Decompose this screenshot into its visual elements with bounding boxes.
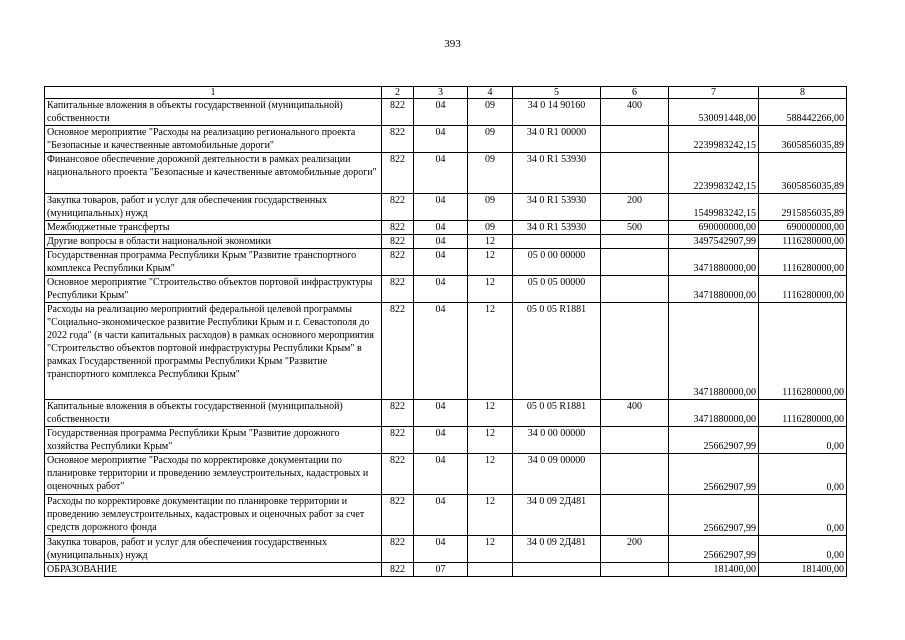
- header-cell: 5: [513, 87, 601, 99]
- header-cell: 6: [601, 87, 669, 99]
- section-code: 04: [414, 194, 468, 221]
- amount-col7: 3471880000,00: [669, 400, 759, 427]
- section-code: 04: [414, 126, 468, 153]
- row-name: ОБРАЗОВАНИЕ: [45, 563, 382, 577]
- table-row: [45, 153, 847, 194]
- section-code: 04: [414, 276, 468, 303]
- subsection-code: [468, 563, 513, 577]
- row-name: Закупка товаров, работ и услуг для обеспечения государственных (муниципальных) нужд: [45, 194, 382, 221]
- ministry-code: 822: [382, 427, 414, 454]
- target-article-code: 34 0 14 90160: [513, 99, 601, 126]
- amount-col8: 0,00: [759, 495, 847, 536]
- amount-col7: 25662907,99: [669, 495, 759, 536]
- table-row: [45, 99, 847, 126]
- ministry-code: 822: [382, 153, 414, 194]
- target-article-code: 05 0 00 00000: [513, 249, 601, 276]
- expense-type-code: 400: [601, 400, 669, 427]
- subsection-code: 12: [468, 400, 513, 427]
- amount-col8: 0,00: [759, 427, 847, 454]
- header-cell: 3: [414, 87, 468, 99]
- row-name: Основное мероприятие "Расходы на реализацию регионального проекта "Безопасные и качественные автомобильные дороги": [45, 126, 382, 153]
- subsection-code: 09: [468, 153, 513, 194]
- expense-type-code: 500: [601, 221, 669, 235]
- section-code: 04: [414, 495, 468, 536]
- row-name: Финансовое обеспечение дорожной деятельности в рамках реализации национального проекта "Безопасные и качественные автомобильные дороги": [45, 153, 382, 194]
- page-number: 393: [444, 38, 461, 50]
- table-row: [45, 454, 847, 495]
- table-row: [45, 400, 847, 427]
- amount-col8: 588442266,00: [759, 99, 847, 126]
- amount-col7: 3471880000,00: [669, 249, 759, 276]
- amount-col8: 1116280000,00: [759, 276, 847, 303]
- amount-col8: 1116280000,00: [759, 400, 847, 427]
- amount-col8: 0,00: [759, 536, 847, 563]
- expense-type-code: [601, 249, 669, 276]
- section-code: 04: [414, 400, 468, 427]
- amount-col7: 3497542907,99: [669, 235, 759, 249]
- ministry-code: 822: [382, 249, 414, 276]
- amount-col7: 1549983242,15: [669, 194, 759, 221]
- row-name: Закупка товаров, работ и услуг для обеспечения государственных (муниципальных) нужд: [45, 536, 382, 563]
- table-row: [45, 221, 847, 235]
- amount-col7: 3471880000,00: [669, 276, 759, 303]
- header-cell: 4: [468, 87, 513, 99]
- table-row: [45, 536, 847, 563]
- amount-col7: 25662907,99: [669, 536, 759, 563]
- target-article-code: 34 0 09 00000: [513, 454, 601, 495]
- section-code: 04: [414, 454, 468, 495]
- subsection-code: 09: [468, 221, 513, 235]
- header-cell: 7: [669, 87, 759, 99]
- expense-type-code: 200: [601, 536, 669, 563]
- target-article-code: [513, 563, 601, 577]
- expense-type-code: [601, 235, 669, 249]
- subsection-code: 12: [468, 303, 513, 400]
- amount-col8: 690000000,00: [759, 221, 847, 235]
- amount-col8: 3605856035,89: [759, 153, 847, 194]
- expense-type-code: [601, 427, 669, 454]
- amount-col7: 690000000,00: [669, 221, 759, 235]
- table-row: [45, 194, 847, 221]
- amount-col8: 1116280000,00: [759, 249, 847, 276]
- target-article-code: 34 0 R1 53930: [513, 221, 601, 235]
- ministry-code: 822: [382, 303, 414, 400]
- subsection-code: 12: [468, 235, 513, 249]
- row-name: Капитальные вложения в объекты государственной (муниципальной) собственности: [45, 400, 382, 427]
- section-code: 04: [414, 536, 468, 563]
- amount-col7: 181400,00: [669, 563, 759, 577]
- section-code: 04: [414, 303, 468, 400]
- subsection-code: 12: [468, 427, 513, 454]
- expense-type-code: [601, 495, 669, 536]
- row-name: Основное мероприятие "Расходы по корректировке документации по планировке территории и проведению землеустроительных, кадастровых и оценочных работ": [45, 454, 382, 495]
- expense-type-code: 200: [601, 194, 669, 221]
- target-article-code: 34 0 09 2Д481: [513, 536, 601, 563]
- header-cell: 8: [759, 87, 847, 99]
- row-name: Капитальные вложения в объекты государственной (муниципальной) собственности: [45, 99, 382, 126]
- section-code: 04: [414, 427, 468, 454]
- section-code: 04: [414, 249, 468, 276]
- section-code: 04: [414, 153, 468, 194]
- expense-type-code: [601, 126, 669, 153]
- subsection-code: 09: [468, 194, 513, 221]
- amount-col8: 1116280000,00: [759, 235, 847, 249]
- section-code: 04: [414, 99, 468, 126]
- expense-type-code: 400: [601, 99, 669, 126]
- amount-col7: 2239983242,15: [669, 126, 759, 153]
- target-article-code: 05 0 05 00000: [513, 276, 601, 303]
- target-article-code: 34 0 R1 53930: [513, 194, 601, 221]
- expense-type-code: [601, 563, 669, 577]
- table-row: [45, 495, 847, 536]
- amount-col7: 25662907,99: [669, 454, 759, 495]
- table-body: [45, 99, 847, 577]
- header-cell: 1: [45, 87, 382, 99]
- target-article-code: 34 0 R1 53930: [513, 153, 601, 194]
- table-row: [45, 126, 847, 153]
- row-name: Государственная программа Республики Крым "Развитие дорожного хозяйства Республики Крым": [45, 427, 382, 454]
- section-code: 04: [414, 221, 468, 235]
- row-name: Расходы на реализацию мероприятий федеральной целевой программы "Социально-экономическое развитие Республики Крым и г. Севастополя до 2022 года" (в части капитальных расходов) в рамках основного мероприятия "Строительство объектов портовой инфраструктуры Республики Крым" в рамках Государственной программы Республики Крым "Развитие транспортного комплекса Республики Крым": [45, 303, 382, 400]
- amount-col8: 0,00: [759, 454, 847, 495]
- subsection-code: 12: [468, 536, 513, 563]
- target-article-code: [513, 235, 601, 249]
- subsection-code: 09: [468, 126, 513, 153]
- expense-type-code: [601, 276, 669, 303]
- amount-col7: 530091448,00: [669, 99, 759, 126]
- section-code: 04: [414, 235, 468, 249]
- table-row: [45, 235, 847, 249]
- ministry-code: 822: [382, 194, 414, 221]
- expense-type-code: [601, 153, 669, 194]
- amount-col8: 181400,00: [759, 563, 847, 577]
- row-name: Межбюджетные трансферты: [45, 221, 382, 235]
- table-row: [45, 303, 847, 400]
- row-name: Основное мероприятие "Строительство объектов портовой инфраструктуры Республики Крым": [45, 276, 382, 303]
- ministry-code: 822: [382, 563, 414, 577]
- subsection-code: 12: [468, 454, 513, 495]
- target-article-code: 34 0 00 00000: [513, 427, 601, 454]
- amount-col7: 3471880000,00: [669, 303, 759, 400]
- ministry-code: 822: [382, 536, 414, 563]
- target-article-code: 05 0 05 R1881: [513, 400, 601, 427]
- row-name: Государственная программа Республики Крым "Развитие транспортного комплекса Республики Крым": [45, 249, 382, 276]
- ministry-code: 822: [382, 235, 414, 249]
- table-row: [45, 249, 847, 276]
- header-row: [45, 87, 847, 99]
- row-name: Другие вопросы в области национальной экономики: [45, 235, 382, 249]
- subsection-code: 12: [468, 495, 513, 536]
- amount-col7: 25662907,99: [669, 427, 759, 454]
- amount-col7: 2239983242,15: [669, 153, 759, 194]
- table-row: [45, 563, 847, 577]
- target-article-code: 34 0 R1 00000: [513, 126, 601, 153]
- ministry-code: 822: [382, 126, 414, 153]
- budget-table: [44, 86, 847, 577]
- table-row: [45, 276, 847, 303]
- ministry-code: 822: [382, 221, 414, 235]
- target-article-code: 05 0 05 R1881: [513, 303, 601, 400]
- subsection-code: 12: [468, 249, 513, 276]
- ministry-code: 822: [382, 454, 414, 495]
- amount-col8: 1116280000,00: [759, 303, 847, 400]
- subsection-code: 09: [468, 99, 513, 126]
- amount-col8: 3605856035,89: [759, 126, 847, 153]
- ministry-code: 822: [382, 495, 414, 536]
- expense-type-code: [601, 303, 669, 400]
- subsection-code: 12: [468, 276, 513, 303]
- table-row: [45, 427, 847, 454]
- table-header: [45, 87, 847, 99]
- ministry-code: 822: [382, 276, 414, 303]
- row-name: Расходы по корректировке документации по планировке территории и проведению землеустроительных, кадастровых и оценочных работ за счет средств дорожного фонда: [45, 495, 382, 536]
- expense-type-code: [601, 454, 669, 495]
- amount-col8: 2915856035,89: [759, 194, 847, 221]
- section-code: 07: [414, 563, 468, 577]
- ministry-code: 822: [382, 400, 414, 427]
- header-cell: 2: [382, 87, 414, 99]
- ministry-code: 822: [382, 99, 414, 126]
- target-article-code: 34 0 09 2Д481: [513, 495, 601, 536]
